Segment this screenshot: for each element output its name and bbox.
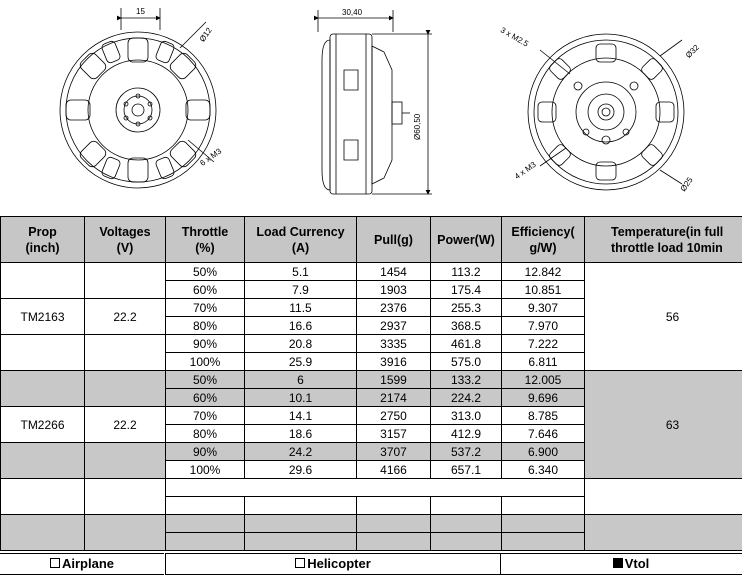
vtol-label: Vtol [624,556,650,571]
power-cell: 133.2 [431,371,502,389]
current-cell: 5.1 [245,263,357,281]
power-cell: 368.5 [431,317,502,335]
throttle-cell: 70% [166,299,245,317]
efficiency-cell: 6.900 [502,443,585,461]
current-cell: 29.6 [245,461,357,479]
helicopter-option[interactable] [165,553,500,575]
efficiency-cell: 12.005 [502,371,585,389]
vtol-checkbox-icon[interactable] [613,558,623,568]
efficiency-cell: 6.340 [502,461,585,479]
rear-dim-screws-top: 3 x M2.5 [498,25,530,49]
throttle-cell: 90% [166,335,245,353]
power-cell: 224.2 [431,389,502,407]
pull-cell: 3335 [357,335,431,353]
current-cell: 10.1 [245,389,357,407]
throttle-cell: 100% [166,353,245,371]
pull-cell: 1454 [357,263,431,281]
empty-cell [85,515,166,551]
header-voltages: Voltages (V) [85,217,166,263]
empty-cell [245,497,357,515]
empty-cell [245,533,357,551]
airplane-checkbox-icon[interactable] [50,558,60,568]
empty-cell [431,497,502,515]
power-cell: 657.1 [431,461,502,479]
rear-dim-circle-bottom: Ø25 [678,175,695,194]
power-cell: 113.2 [431,263,502,281]
empty-cell [585,515,742,551]
power-cell: 575.0 [431,353,502,371]
pull-cell: 1903 [357,281,431,299]
temperature-cell: 56 [585,263,742,371]
front-dim-hole: Ø12 [197,25,214,44]
efficiency-cell: 7.970 [502,317,585,335]
current-cell: 11.5 [245,299,357,317]
voltage-cell-empty [85,443,166,479]
current-cell: 20.8 [245,335,357,353]
empty-cell [431,515,502,533]
pull-cell: 1599 [357,371,431,389]
pull-cell: 4166 [357,461,431,479]
voltage-cell: 22.2 [85,407,166,443]
current-cell: 24.2 [245,443,357,461]
empty-cell [357,515,431,533]
airplane-label: Airplane [61,556,114,571]
efficiency-cell: 6.811 [502,353,585,371]
power-cell: 313.0 [431,407,502,425]
power-cell: 537.2 [431,443,502,461]
current-cell: 16.6 [245,317,357,335]
side-dim-diameter: Ø60,50 [413,113,422,140]
spec-table-wrapper [0,216,742,575]
throttle-cell: 80% [166,425,245,443]
front-dim-screws: 6 x M3 [198,146,224,168]
throttle-cell: 70% [166,407,245,425]
power-cell: 255.3 [431,299,502,317]
efficiency-cell: 7.222 [502,335,585,353]
pull-cell: 2937 [357,317,431,335]
power-cell: 412.9 [431,425,502,443]
voltage-cell-empty [85,263,166,299]
pull-cell: 2376 [357,299,431,317]
table-row [1,263,742,281]
empty-cell [357,533,431,551]
header-throttle: Throttle (%) [166,217,245,263]
prop-cell: TM2266 [1,407,85,443]
empty-cell [502,515,585,533]
side-dim-width: 30,40 [342,8,363,17]
rear-view [528,34,684,190]
motor-drawing-svg [0,0,742,216]
prop-cell-empty [1,443,85,479]
throttle-cell: 50% [166,263,245,281]
pull-cell: 3916 [357,353,431,371]
pull-cell: 2750 [357,407,431,425]
empty-cell [1,479,85,515]
empty-row [1,515,742,533]
table-header-row [1,217,742,263]
helicopter-checkbox-icon[interactable] [295,558,305,568]
efficiency-cell: 7.646 [502,425,585,443]
header-temperature: Temperature(in full throttle load 10min [585,217,742,263]
airplane-option[interactable] [0,553,164,575]
current-cell: 7.9 [245,281,357,299]
pull-cell: 3157 [357,425,431,443]
empty-cell [502,497,585,515]
temperature-cell: 63 [585,371,742,479]
throttle-cell: 100% [166,461,245,479]
current-cell: 14.1 [245,407,357,425]
voltage-cell-empty [85,335,166,371]
empty-cell [166,497,245,515]
voltage-cell-empty [85,371,166,407]
header-efficiency: Efficiency( g/W) [502,217,585,263]
throttle-cell: 60% [166,389,245,407]
prop-cell-empty [1,263,85,299]
rear-dim-circle-top: Ø32 [683,42,701,60]
header-prop: Prop (inch) [1,217,85,263]
voltage-cell: 22.2 [85,299,166,335]
power-cell: 175.4 [431,281,502,299]
front-dim-width: 15 [136,7,145,16]
empty-cell [431,533,502,551]
empty-cell [245,515,357,533]
empty-cell [166,533,245,551]
throttle-cell: 80% [166,317,245,335]
pull-cell: 3707 [357,443,431,461]
current-cell: 18.6 [245,425,357,443]
helicopter-label: Helicopter [307,556,371,571]
power-cell: 461.8 [431,335,502,353]
header-pull: Pull(g) [357,217,431,263]
efficiency-cell: 9.307 [502,299,585,317]
empty-cell [166,479,585,497]
empty-cell [357,497,431,515]
current-cell: 6 [245,371,357,389]
empty-cell [85,479,166,515]
throttle-cell: 60% [166,281,245,299]
spec-table [0,216,742,551]
aircraft-type-footer [0,553,742,575]
throttle-cell: 90% [166,443,245,461]
efficiency-cell: 9.696 [502,389,585,407]
efficiency-cell: 8.785 [502,407,585,425]
empty-cell [1,515,85,551]
empty-row [1,479,742,497]
efficiency-cell: 10.851 [502,281,585,299]
header-load-currency: Load Currency (A) [245,217,357,263]
header-power: Power(W) [431,217,502,263]
current-cell: 25.9 [245,353,357,371]
rear-dim-screws-bottom: 4 x M3 [512,159,538,182]
side-view [318,10,432,194]
empty-cell [166,515,245,533]
technical-drawings [0,0,742,216]
pull-cell: 2174 [357,389,431,407]
empty-cell [502,533,585,551]
prop-cell-empty [1,371,85,407]
empty-cell [585,479,742,515]
efficiency-cell: 12.842 [502,263,585,281]
vtol-option[interactable] [500,553,742,575]
front-view [60,8,216,188]
table-row [1,371,742,389]
prop-cell-empty [1,335,85,371]
throttle-cell: 50% [166,371,245,389]
prop-cell: TM2163 [1,299,85,335]
